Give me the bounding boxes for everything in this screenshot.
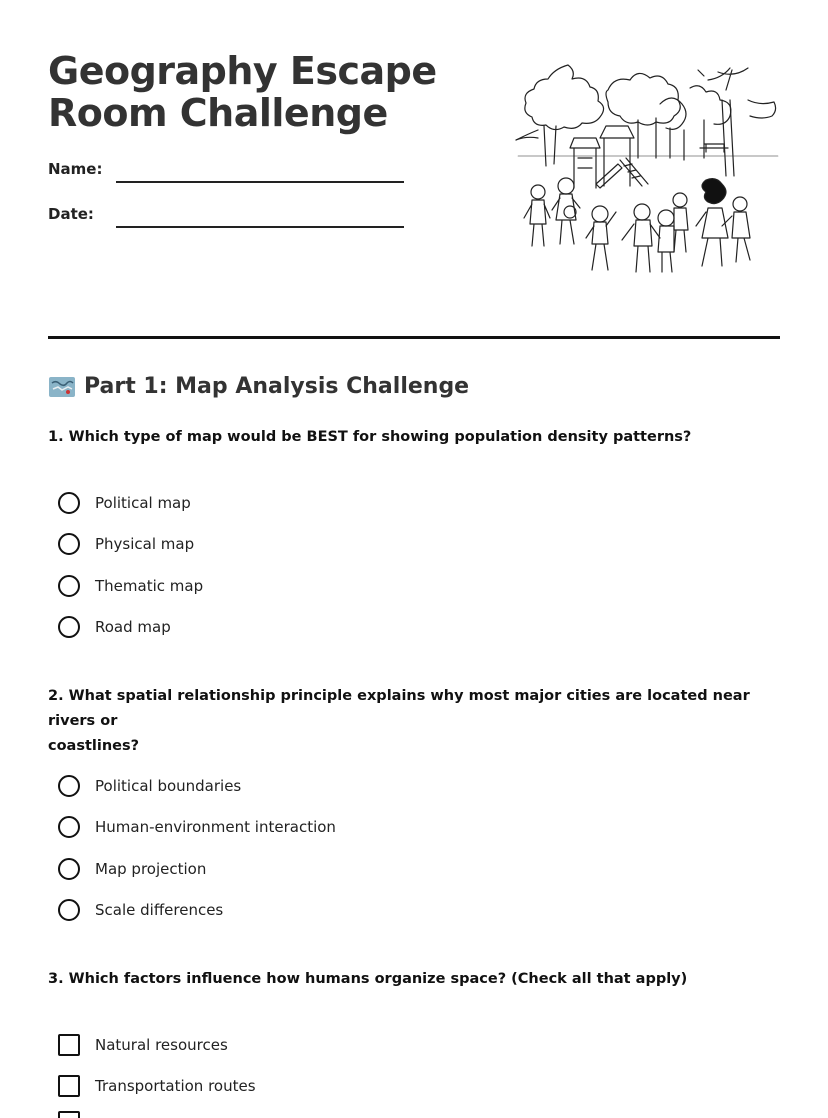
radio-button[interactable] <box>58 899 80 921</box>
option-label: Natural resources <box>95 1036 228 1054</box>
option-label: Map projection <box>95 860 207 878</box>
children-playground-illustration <box>508 60 780 280</box>
radio-button[interactable] <box>58 575 80 597</box>
worksheet-title <box>48 50 468 134</box>
q1-option-physical-map[interactable] <box>58 532 194 556</box>
q3-option-partial[interactable] <box>58 1110 80 1118</box>
option-label: Political map <box>95 494 191 512</box>
question-2-line-1: 2. What spatial relationship principle explains why most major cities are located near rivers or <box>48 688 750 729</box>
q2-option-political-boundaries[interactable] <box>58 774 241 798</box>
q2-option-map-projection[interactable] <box>58 857 206 881</box>
radio-button[interactable] <box>58 533 80 555</box>
name-field[interactable] <box>116 181 404 183</box>
name-label: Name: <box>48 160 103 178</box>
title-line-2: Room Challenge <box>48 91 388 135</box>
option-label: Thematic map <box>95 577 204 595</box>
checkbox[interactable] <box>58 1034 80 1056</box>
q1-option-political-map[interactable] <box>58 491 191 515</box>
radio-button[interactable] <box>58 775 80 797</box>
q1-option-thematic-map[interactable] <box>58 574 203 598</box>
radio-button[interactable] <box>58 616 80 638</box>
option-label: Road map <box>95 618 171 636</box>
question-2-line-2: coastlines? <box>48 738 140 754</box>
section-divider <box>48 336 780 339</box>
part1-heading-text: Part 1: Map Analysis Challenge <box>84 374 470 399</box>
q3-option-transportation-routes[interactable] <box>58 1074 256 1098</box>
checkbox[interactable] <box>58 1111 80 1118</box>
radio-button[interactable] <box>58 816 80 838</box>
question-1: 1. Which type of map would be BEST for showing population density patterns? <box>48 429 692 445</box>
checkbox[interactable] <box>58 1075 80 1097</box>
question-2 <box>48 684 768 759</box>
option-label: Scale differences <box>95 901 224 919</box>
q2-option-human-environment[interactable] <box>58 815 336 839</box>
option-label: Human-environment interaction <box>95 818 336 836</box>
option-label: Transportation routes <box>95 1077 256 1095</box>
option-label: Political boundaries <box>95 777 242 795</box>
title-line-1: Geography Escape <box>48 49 437 93</box>
question-3: 3. Which factors influence how humans organize space? (Check all that apply) <box>48 971 688 987</box>
date-label: Date: <box>48 205 94 223</box>
q3-option-natural-resources[interactable] <box>58 1033 228 1057</box>
radio-button[interactable] <box>58 492 80 514</box>
map-icon <box>48 375 76 399</box>
option-label: Physical map <box>95 535 195 553</box>
radio-button[interactable] <box>58 858 80 880</box>
date-field[interactable] <box>116 226 404 228</box>
q2-option-scale-differences[interactable] <box>58 898 223 922</box>
part1-heading <box>48 374 469 399</box>
q1-option-road-map[interactable] <box>58 615 171 639</box>
